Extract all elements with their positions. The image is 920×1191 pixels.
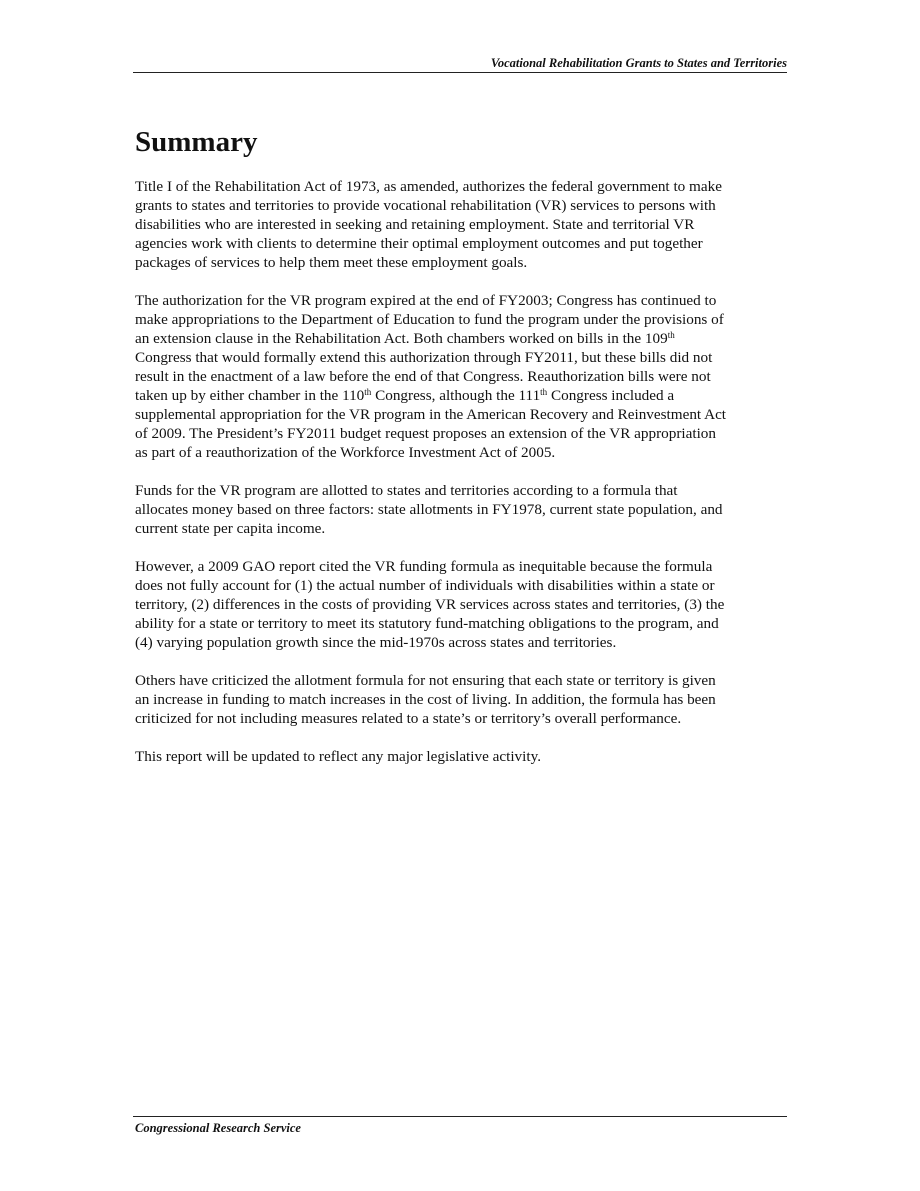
text-line: (4) varying population growth since the mid-1970s across states and territories.: [135, 634, 617, 651]
ordinal-suffix: th: [540, 387, 548, 397]
text-fragment: Congress included a: [547, 387, 675, 404]
text-line: supplemental appropriation for the VR program in the American Recovery and Reinvestment Act: [135, 406, 727, 423]
text-line: result in the enactment of a law before the end of that Congress. Reauthorization bills were not: [135, 368, 711, 385]
running-header: Vocational Rehabilitation Grants to States and Territories: [490, 56, 787, 70]
text-line: does not fully account for (1) the actual number of individuals with disabilities within a state or: [135, 577, 715, 594]
paragraph-update-note: [135, 747, 787, 766]
text-line: Title I of the Rehabilitation Act of 1973, as amended, authorizes the federal government to make: [135, 178, 722, 195]
summary-body: [135, 177, 787, 785]
text-line: [135, 329, 787, 348]
text-fragment: Congress, although the 111: [371, 387, 541, 404]
text-fragment: an extension clause in the Rehabilitation Act. Both chambers worked on bills in the 109: [135, 330, 668, 347]
header-rule: [133, 72, 787, 73]
text-line: ability for a state or territory to meet its statutory fund-matching obligations to the program, and: [135, 615, 719, 632]
text-line: disabilities who are interested in seeking and retaining employment. State and territorial VR: [135, 216, 695, 233]
ordinal-suffix: th: [667, 330, 675, 340]
text-line: allocates money based on three factors: state allotments in FY1978, current state population, and: [135, 501, 723, 518]
text-line: criticized for not including measures related to a state’s or territory’s overall performance.: [135, 710, 682, 727]
text-line: current state per capita income.: [135, 520, 326, 537]
footer-rule: [133, 1116, 787, 1117]
paragraph-allotment-formula: [135, 481, 787, 538]
text-line: agencies work with clients to determine their optimal employment outcomes and put together: [135, 235, 703, 252]
text-line: This report will be updated to reflect any major legislative activity.: [135, 748, 541, 765]
text-line: Funds for the VR program are allotted to states and territories according to a formula that: [135, 482, 678, 499]
text-line: grants to states and territories to provide vocational rehabilitation (VR) services to persons with: [135, 197, 716, 214]
text-line: an increase in funding to match increases in the cost of living. In addition, the formula has been: [135, 691, 716, 708]
text-line: However, a 2009 GAO report cited the VR funding formula as inequitable because the formula: [135, 558, 713, 575]
text-line: of 2009. The President’s FY2011 budget request proposes an extension of the VR appropriation: [135, 425, 716, 442]
text-fragment: taken up by either chamber in the 110: [135, 387, 365, 404]
paragraph-authorization-history: [135, 291, 787, 462]
text-line: packages of services to help them meet these employment goals.: [135, 254, 528, 271]
paragraph-gao-report: [135, 557, 787, 652]
text-line: as part of a reauthorization of the Workforce Investment Act of 2005.: [135, 444, 556, 461]
text-line: [135, 386, 787, 405]
page-title: Summary: [135, 126, 258, 158]
text-line: territory, (2) differences in the costs of providing VR services across states and territories, (3) the: [135, 596, 725, 613]
text-line: Others have criticized the allotment formula for not ensuring that each state or territory is given: [135, 672, 716, 689]
paragraph-authorization-overview: [135, 177, 787, 272]
text-line: The authorization for the VR program expired at the end of FY2003; Congress has continued to: [135, 292, 717, 309]
paragraph-criticism: [135, 671, 787, 728]
text-line: Congress that would formally extend this authorization through FY2011, but these bills did not: [135, 349, 713, 366]
text-line: make appropriations to the Department of Education to fund the program under the provisions of: [135, 311, 724, 328]
running-footer: Congressional Research Service: [135, 1121, 301, 1135]
ordinal-suffix: th: [364, 387, 372, 397]
